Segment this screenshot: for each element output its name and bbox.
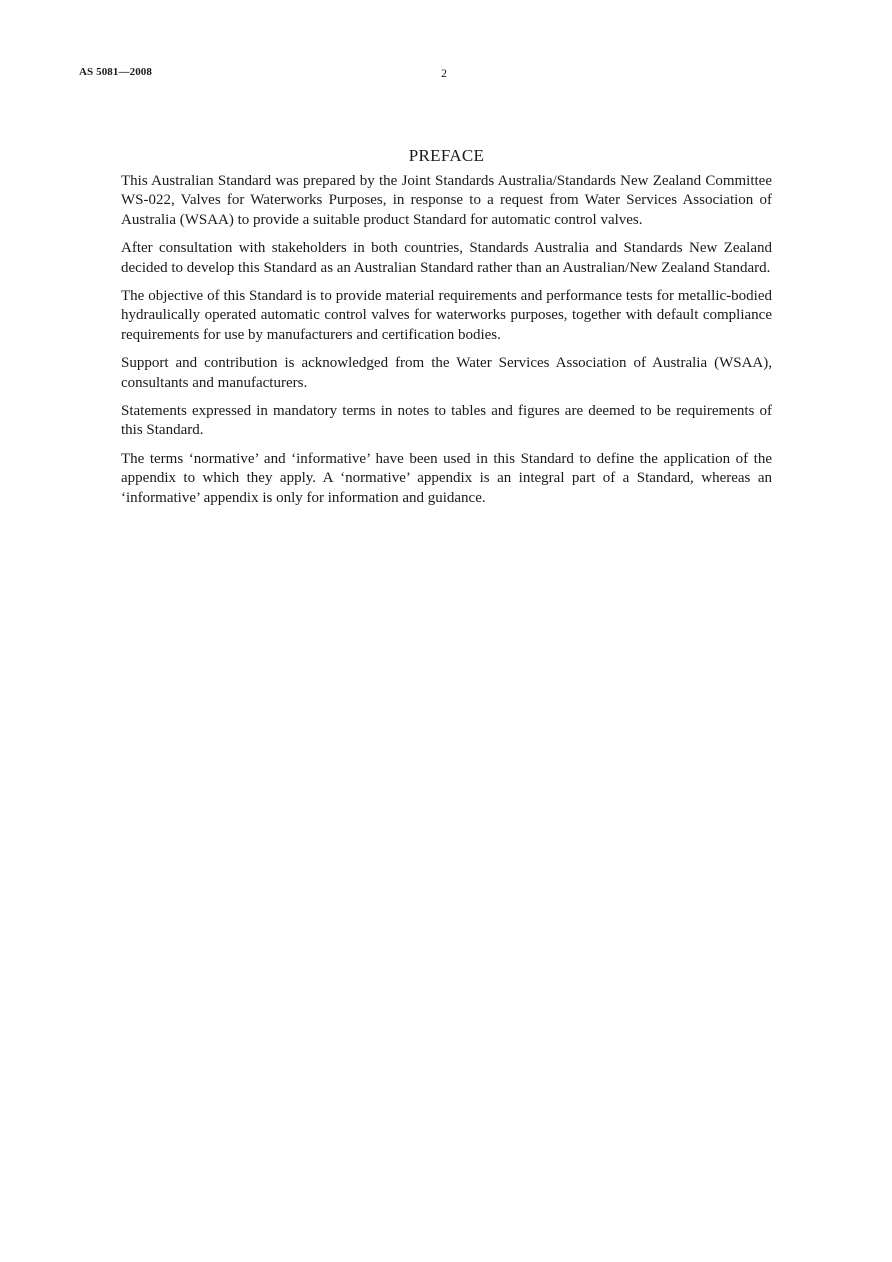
preface-paragraph-6: The terms ‘normative’ and ‘informative’ have been used in this Standard to define the application of the appendix to which they apply. A ‘normative’ appendix is an integral part of a Standard, whereas an ‘informative’ appendix is only for information and guidance.	[121, 450, 772, 506]
preface-paragraph-4: Support and contribution is acknowledged from the Water Services Association of Australia (WSAA), consultants and manufacturers.	[121, 355, 772, 391]
page-header	[0, 66, 892, 84]
preface-paragraph-5: Statements expressed in mandatory terms in notes to tables and figures are deemed to be requirements of this Standard.	[121, 403, 772, 439]
preface-paragraph-1: This Australian Standard was prepared by the Joint Standards Australia/Standards New Zealand Committee WS-022, Valves for Waterworks Purposes, in response to a request from Water Services Association of Australia (WSAA) to provide a suitable product Standard for automatic control valves.	[121, 173, 772, 228]
preface-section	[121, 146, 772, 517]
preface-paragraph-2: After consultation with stakeholders in both countries, Standards Australia and Standards New Zealand decided to develop this Standard as an Australian Standard rather than an Australian/New Zealand Standard.	[121, 240, 772, 276]
preface-title: PREFACE	[408, 146, 485, 165]
standard-number: AS 5081—2008	[79, 66, 153, 78]
page-number: 2	[441, 66, 447, 80]
preface-paragraph-3: The objective of this Standard is to provide material requirements and performance tests for metallic-bodied hydraulically operated automatic control valves for waterworks purposes, together with default compliance requirements for use by manufacturers and certification bodies.	[121, 288, 772, 343]
